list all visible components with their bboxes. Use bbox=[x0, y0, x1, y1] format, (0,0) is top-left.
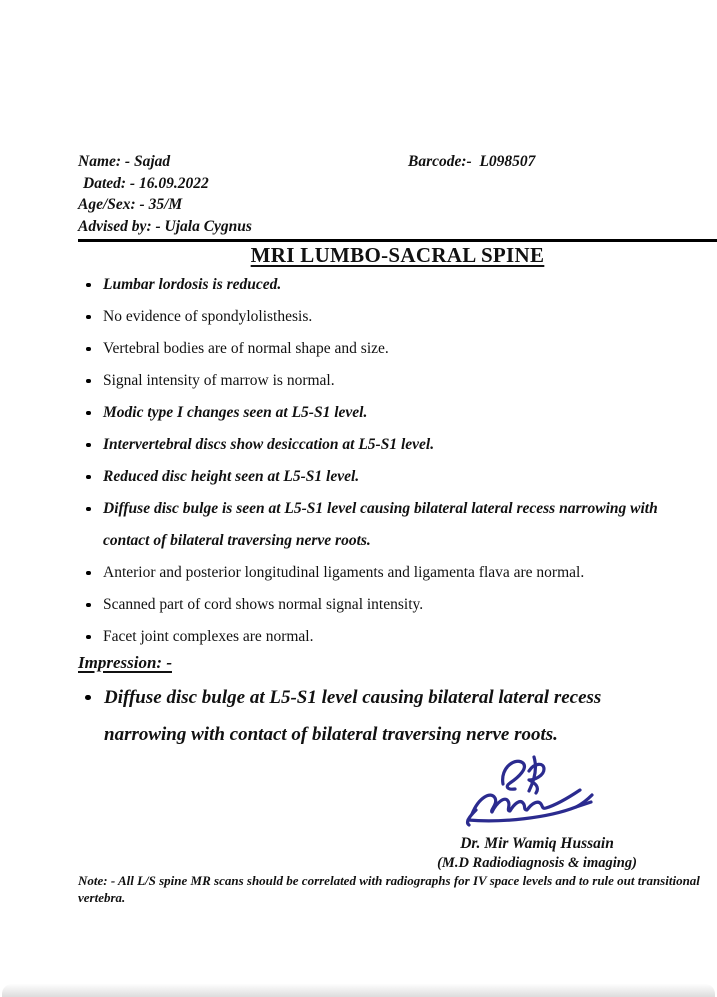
title-row bbox=[78, 243, 717, 268]
header-divider bbox=[78, 239, 717, 242]
advised-by: Advised by: - Ujala Cygnus bbox=[78, 217, 252, 235]
finding-item: Facet joint complexes are normal. bbox=[78, 621, 678, 653]
finding-item: Signal intensity of marrow is normal. bbox=[78, 365, 678, 397]
finding-item: Diffuse disc bulge is seen at L5-S1 level causing bilateral lateral recess narrowing with contact of bilateral traversing nerve roots. bbox=[78, 493, 678, 557]
report-title: MRI LUMBO-SACRAL SPINE bbox=[250, 243, 545, 267]
doctor-signature-ink bbox=[446, 750, 606, 834]
finding-item: Lumbar lordosis is reduced. bbox=[78, 269, 678, 301]
impression-item: Diffuse disc bulge at L5-S1 level causing bilateral lateral recess narrowing with contact of bilateral traversing nerve roots. bbox=[78, 679, 668, 753]
doctor-name: Dr. Mir Wamiq Hussain bbox=[460, 835, 614, 852]
doctor-block bbox=[392, 834, 682, 872]
report-date: Dated: - 16.09.2022 bbox=[83, 174, 209, 192]
finding-item: Modic type I changes seen at L5-S1 level. bbox=[78, 397, 678, 429]
header-row-name bbox=[78, 151, 717, 173]
finding-item: Vertebral bodies are of normal shape and size. bbox=[78, 333, 678, 365]
patient-age-sex: Age/Sex: - 35/M bbox=[78, 196, 183, 213]
doctor-credentials: (M.D Radiodiagnosis & imaging) bbox=[437, 855, 637, 871]
finding-item: Reduced disc height seen at L5-S1 level. bbox=[78, 461, 678, 493]
signature-icon bbox=[446, 750, 606, 834]
finding-item: Anterior and posterior longitudinal ligaments and ligamenta flava are normal. bbox=[78, 557, 678, 589]
finding-item: No evidence of spondylolisthesis. bbox=[78, 301, 678, 333]
patient-name: Name: - Sajad bbox=[78, 153, 171, 170]
barcode-value: Barcode:- L098507 bbox=[408, 153, 536, 170]
finding-item: Intervertebral discs show desiccation at L5-S1 level. bbox=[78, 429, 678, 461]
bottom-edge-shadow bbox=[2, 984, 715, 997]
finding-item: Scanned part of cord shows normal signal intensity. bbox=[78, 589, 678, 621]
impression-heading: Impression: - bbox=[78, 653, 172, 672]
footer-note: Note: - All L/S spine MR scans should be correlated with radiographs for IV space levels and to rule out transitional vertebra. bbox=[78, 873, 700, 905]
findings-list bbox=[78, 269, 678, 653]
patient-header bbox=[78, 151, 717, 237]
impression-list bbox=[78, 679, 668, 753]
